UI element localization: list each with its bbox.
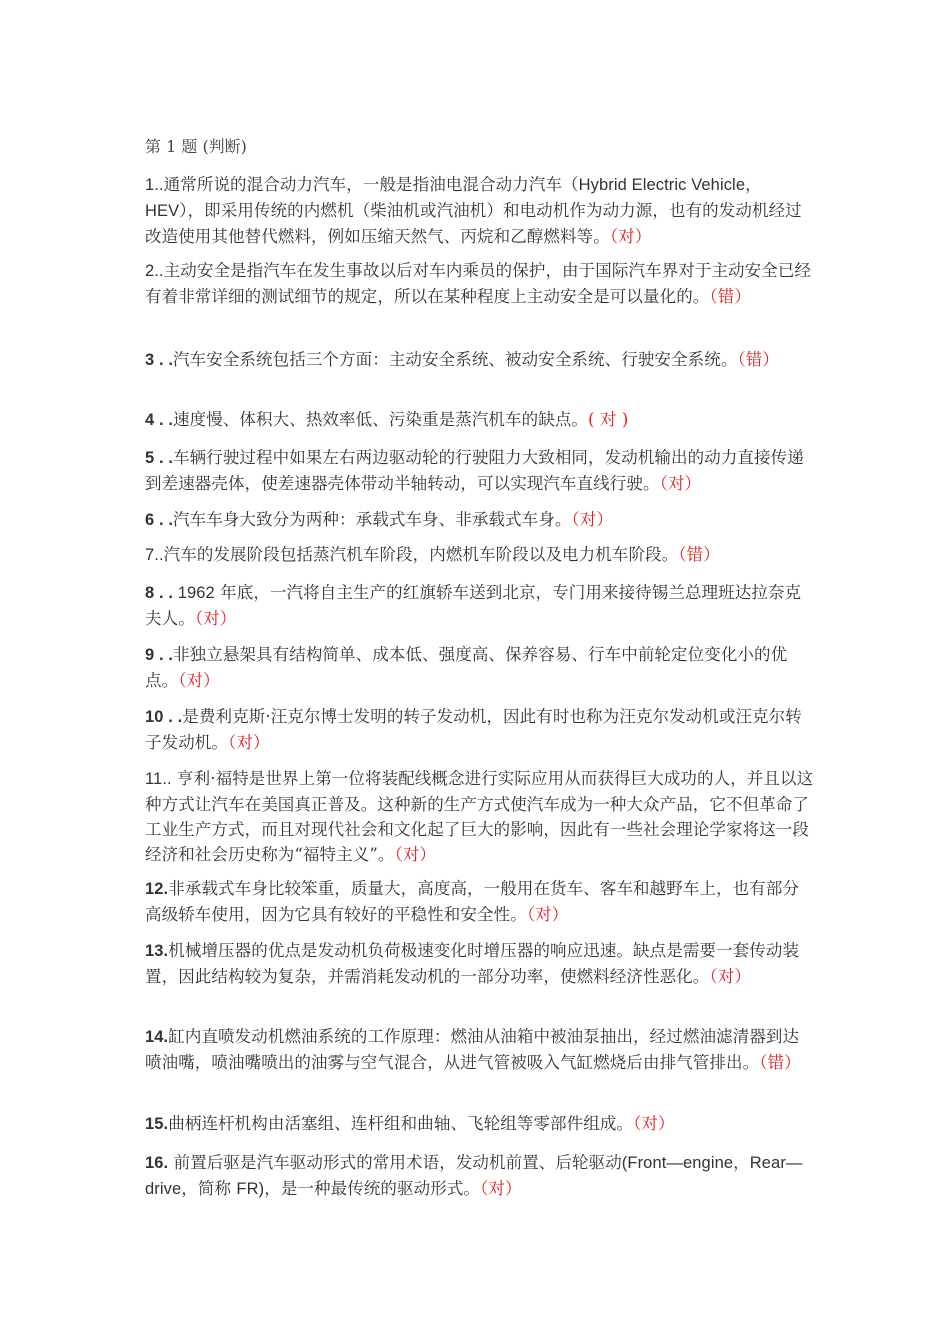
question-item — [145, 876, 815, 927]
question-item — [145, 766, 815, 867]
answer-mark: （对） — [709, 967, 751, 986]
answer-mark: （对） — [659, 474, 702, 493]
question-text: 曲柄连杆机构由活塞组、连杆组和曲轴、飞轮组等零部件组成。 — [168, 1114, 634, 1133]
question-number: 14. — [145, 1028, 169, 1046]
question-text: FR) — [236, 1180, 265, 1198]
question-number: 2.. — [145, 262, 164, 280]
question-text: ），即采用传统的内燃机（柴油机或汽油机）和电动机作为动力源，也有的发动机经过改造使用其他替代燃料，例如压缩天然气、丙烷和乙醇燃料等。 — [145, 201, 802, 246]
question-item — [145, 347, 815, 373]
question-number: 13. — [145, 942, 169, 960]
question-item — [145, 172, 815, 249]
question-text: 年底，一汽将自主生产的红旗轿车送到北京，专门用来接待锡兰总理班达拉奈克夫人。 — [145, 583, 802, 628]
question-number: 3 . . — [145, 351, 174, 369]
question-text: ，简称 — [181, 1179, 237, 1198]
question-number: 8 . . — [145, 584, 174, 602]
question-item — [145, 1111, 815, 1137]
section-heading: 第 1 题 (判断) — [145, 137, 247, 156]
question-number: 11.. — [145, 770, 172, 788]
question-text: 是费利克斯·汪克尔博士发明的转子发动机，因此有时也称为汪克尔发动机或汪克尔转子发动机。 — [145, 707, 802, 752]
question-item — [145, 580, 815, 631]
question-number: 6 . . — [145, 511, 174, 529]
question-item — [145, 407, 815, 433]
answer-mark: （错） — [737, 350, 779, 369]
answer-mark: （对） — [194, 609, 237, 628]
question-text: 车辆行驶过程中如果左右两边驱动轮的行驶阻力大致相同，发动机输出的动力直接传递到差速器壳体，使差速器壳体带动半轴转动，可以实现汽车直线行驶。 — [145, 448, 804, 493]
question-item — [145, 258, 815, 309]
question-item — [145, 938, 815, 989]
question-text: 汽车的发展阶段包括蒸汽机车阶段，内燃机车阶段以及电力机车阶段。 — [163, 545, 679, 564]
answer-mark: ( 对 ) — [588, 410, 629, 429]
question-text: 速度慢、体积大、热效率低、污染重是蒸汽机车的缺点。 — [173, 410, 589, 429]
question-number: 10 . . — [145, 708, 183, 726]
answer-mark: （对） — [228, 733, 270, 752]
question-number: 7.. — [145, 546, 164, 564]
answer-mark: （对） — [178, 671, 220, 690]
question-item — [145, 507, 815, 533]
question-text: 亨利·福特是世界上第一位将装配线概念进行实际应用从而获得巨大成功的人，并且以这种方式让汽车在美国真正普及。这种新的生产方式使汽车成为一种大众产品，它不但革命了工业生产方式，而且对现代社会和文化起了巨大的影响，因此有一些社会理论学家将这一段经济和社会历史称为“福特主义”。 — [145, 769, 814, 864]
answer-mark: （对） — [633, 1114, 675, 1133]
answer-mark: （对） — [394, 845, 437, 864]
question-text: 1962 — [173, 584, 215, 602]
answer-mark: （对） — [480, 1179, 522, 1198]
question-text: 非独立悬架具有结构简单、成本低、强度高、保养容易、行车中前轮定位变化小的优点。 — [145, 645, 788, 690]
question-number: 9 . . — [145, 646, 174, 664]
question-number: 5 . . — [145, 449, 174, 467]
answer-mark: （对） — [571, 510, 613, 529]
answer-mark: （错） — [759, 1053, 801, 1072]
question-text: 主动安全是指汽车在发生事故以后对车内乘员的保护，由于国际汽车界对于主动安全已经有着非常详细的测试细节的规定，所以在某种程度上主动安全是可以量化的。 — [145, 261, 812, 306]
answer-mark: （对） — [526, 905, 569, 924]
question-text: 缸内直喷发动机燃油系统的工作原理：燃油从油箱中被油泵抽出，经过燃油滤清器到达喷油嘴，喷油嘴喷出的油雾与空气混合，从进气管被吸入气缸燃烧后由排气管排出。 — [145, 1027, 800, 1072]
question-number: 4 . . — [145, 411, 174, 429]
answer-mark: （错） — [678, 545, 720, 564]
question-item — [145, 1150, 815, 1202]
answer-mark: （对） — [609, 227, 652, 246]
question-number: 15. — [145, 1115, 169, 1133]
question-item — [145, 1024, 815, 1075]
question-text: Hybrid Electric Vehicle，HEV — [145, 176, 762, 220]
question-text: 通常所说的混合动力汽车，一般是指油电混合动力汽车（ — [163, 175, 579, 194]
question-item — [145, 642, 815, 693]
question-item — [145, 542, 815, 568]
question-text: 汽车安全系统包括三个方面：主动安全系统、被动安全系统、行驶安全系统。 — [173, 350, 738, 369]
question-text: (Front—engine，Rear—drive — [145, 1154, 803, 1198]
question-number: 1.. — [145, 176, 164, 194]
answer-mark: （错） — [709, 287, 751, 306]
question-text: 非承载式车身比较笨重，质量大，高度高，一般用在货车、客车和越野车上，也有部分高级轿车使用，因为它具有较好的平稳性和安全性。 — [145, 879, 800, 924]
question-text: 汽车车身大致分为两种：承载式车身、非承载式车身。 — [173, 510, 572, 529]
question-text: 机械增压器的优点是发动机负荷极速变化时增压器的响应迅速。缺点是需要一套传动装置，因此结构较为复杂，并需消耗发动机的一部分功率，使燃料经济性恶化。 — [145, 941, 800, 986]
question-item — [145, 445, 815, 496]
question-item — [145, 704, 815, 755]
question-text: ，是一种最传统的驱动形式。 — [264, 1179, 481, 1198]
question-number: 12. — [145, 880, 169, 898]
question-number: 16. — [145, 1154, 169, 1172]
question-text: 前置后驱是汽车驱动形式的常用术语，发动机前置、后轮驱动 — [168, 1153, 622, 1172]
